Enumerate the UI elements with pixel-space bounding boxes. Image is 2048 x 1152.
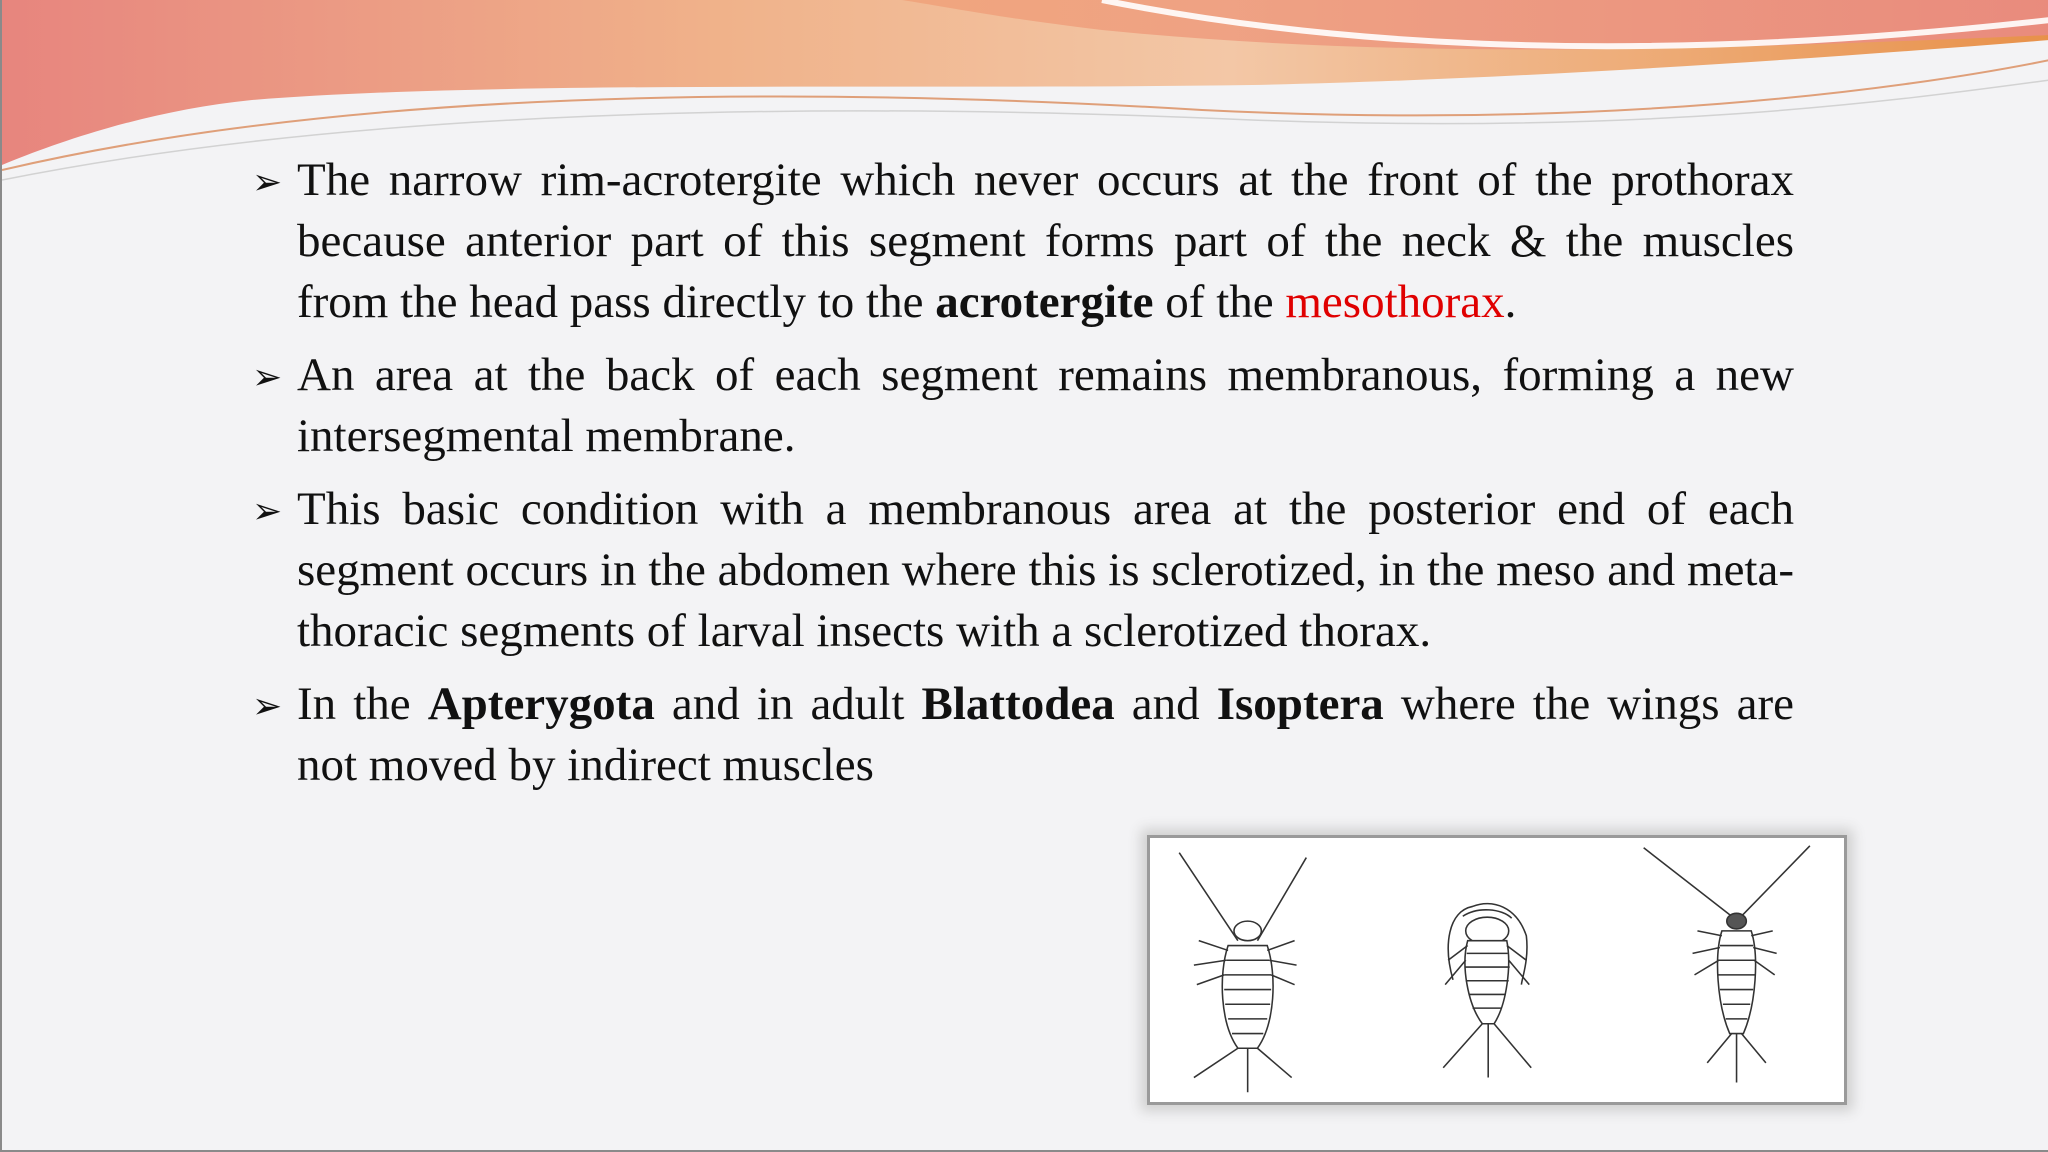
bold-term: acrotergite [935,276,1154,328]
bullet-text: and [1114,678,1217,730]
bullet-item [252,479,1794,662]
bullet-item [252,150,1794,333]
bullet-text: of the [1153,276,1286,328]
bristletail-drawing [1443,904,1531,1078]
bold-term: Isoptera [1216,678,1384,730]
bullet-list [252,150,1794,808]
red-term: mesothorax [1285,276,1505,328]
bullet-text: An area at the back of each segment remains membranous, forming a new intersegmental membrane. [297,349,1794,462]
bold-term: Apterygota [427,678,655,730]
firebrat-drawing [1644,846,1810,1083]
bullet-item [252,345,1794,467]
bullet-text: where the wings are not moved by indirect muscles [297,678,1794,791]
arrow-bullet-icon: ➢ [252,686,283,727]
bullet-text: . [1504,276,1517,328]
arrow-bullet-icon: ➢ [252,491,283,532]
arrow-bullet-icon: ➢ [252,357,283,398]
bold-term: Blattodea [921,678,1115,730]
insect-illustration [1147,835,1847,1105]
bullet-text: The narrow rim-acrotergite which never occurs at the front of the prothorax because anterior part of this segment forms part of the neck & the muscles from the head pass directly to the [297,154,1794,328]
bullet-item [252,674,1794,796]
bullet-text: and in adult [654,678,922,730]
bullet-text: This basic condition with a membranous area at the posterior end of each segment occurs in the abdomen where this is sclerotized, in the meso and meta-thoracic segments of larval insects with a sclerotized thorax. [297,483,1794,657]
silverfish-drawing [1179,853,1306,1093]
bullet-text: In the [297,678,428,730]
arrow-bullet-icon: ➢ [252,162,283,203]
